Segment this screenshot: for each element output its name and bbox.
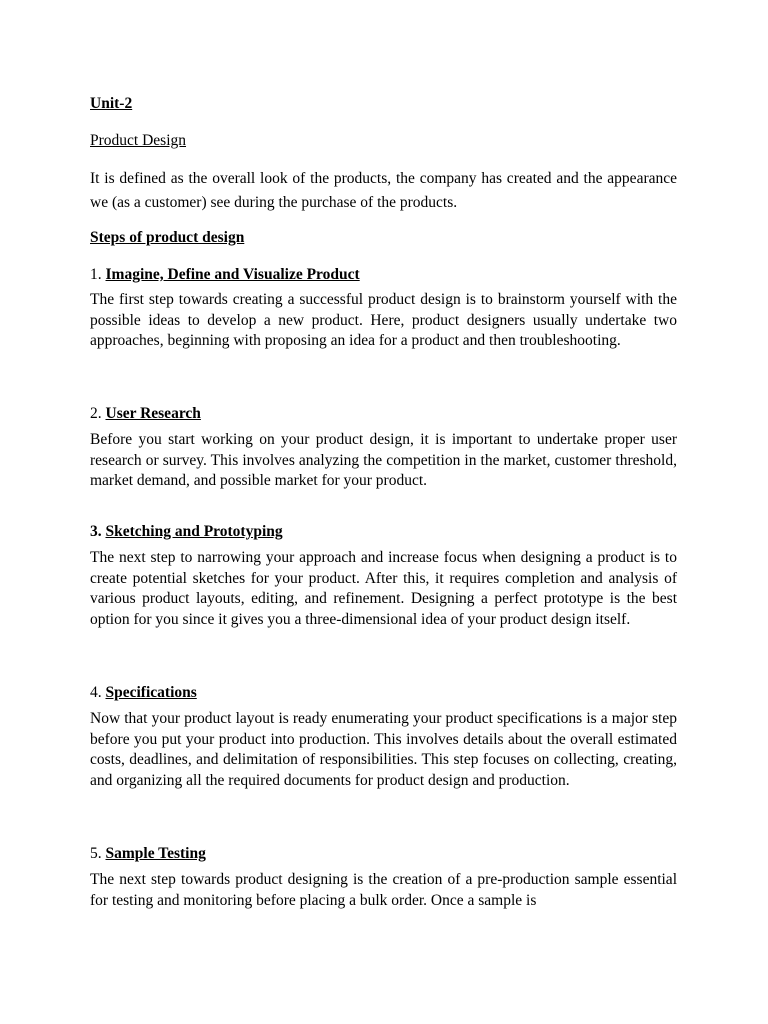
unit-title: Unit-2 (90, 95, 133, 112)
step-heading-2 (90, 404, 677, 424)
step-body-3: The next step to narrowing your approach and increase focus when designing a product is to create potential sketches for your product. After this, it requires completion and analysis of various product layouts, editing, and refinement. Designing a perfect prototype is the best option for you since it gives you a three-dimensional idea of your product design itself. (90, 549, 677, 628)
step-title: Specifications (105, 684, 197, 701)
step-number: 4. (90, 684, 102, 701)
step-title: Sketching and Prototyping (105, 523, 283, 540)
step-title: User Research (105, 405, 201, 422)
step-body-2: Before you start working on your product design, it is important to undertake proper user research or survey. This involves analyzing the competition in the market, customer threshold, market demand, and possible market for your product. (90, 431, 677, 490)
step-title: Imagine, Define and Visualize Product (105, 266, 360, 283)
step-body-4: Now that your product layout is ready enumerating your product specifications is a major step before you put your product into production. This involves details about the overall estimated costs, deadlines, and delimitation of responsibilities. This step focuses on collecting, creating, and organizing all the required documents for product design and production. (90, 710, 677, 789)
step-number: 2. (90, 405, 102, 422)
step-heading-4 (90, 683, 677, 703)
step-number: 5. (90, 845, 102, 862)
step-number: 3. (90, 523, 102, 540)
step-body-1: The first step towards creating a successful product design is to brainstorm yourself with the possible ideas to develop a new product. Here, product designers usually undertake two approaches, beginning with proposing an idea for a product and then troubleshooting. (90, 291, 677, 350)
intro-paragraph: It is defined as the overall look of the products, the company has created and the appearance we (as a customer) see during the purchase of the products. (90, 170, 677, 211)
step-body-5: The next step towards product designing is the creation of a pre-production sample essential for testing and monitoring before placing a bulk order. Once a sample is (90, 871, 677, 909)
step-title: Sample Testing (105, 845, 206, 862)
step-heading-1 (90, 265, 677, 285)
step-number: 1. (90, 266, 102, 283)
step-heading-3 (90, 522, 677, 542)
steps-heading: Steps of product design (90, 229, 245, 246)
step-heading-5 (90, 844, 677, 864)
section-title: Product Design (90, 132, 187, 149)
